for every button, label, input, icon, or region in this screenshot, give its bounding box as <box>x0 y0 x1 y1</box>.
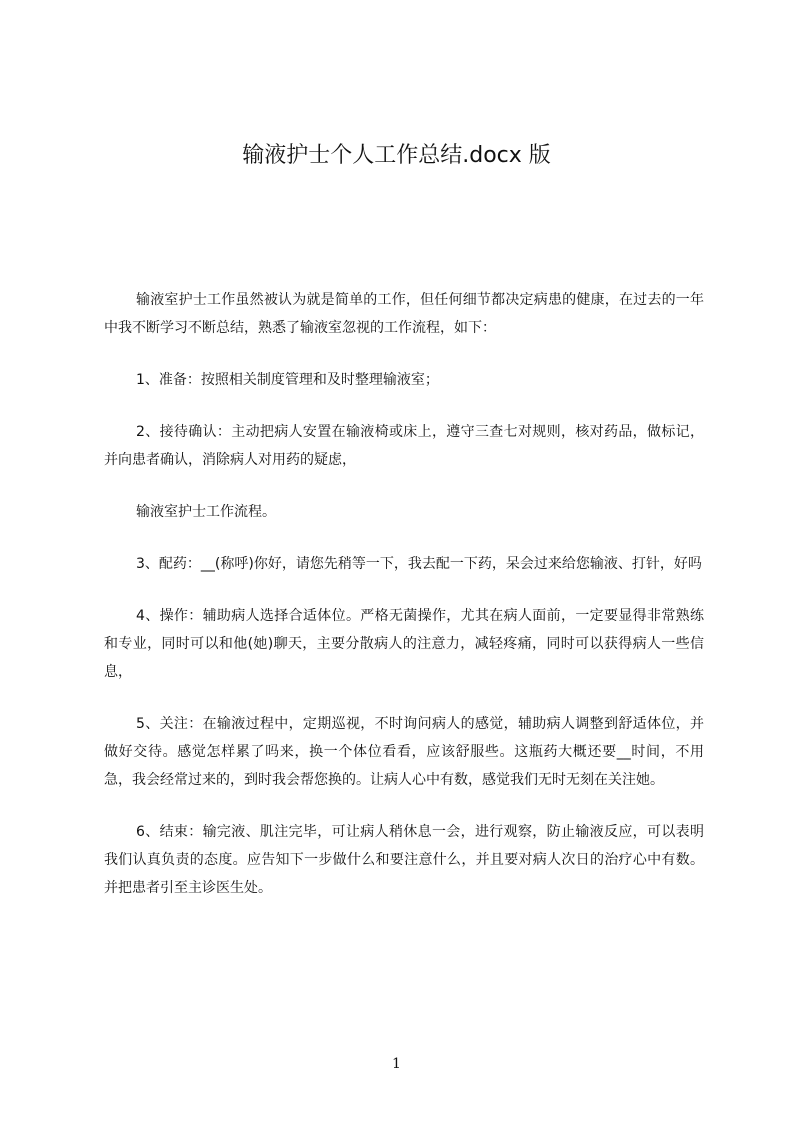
page-number: 1 <box>392 1056 401 1072</box>
paragraph-step-5: 5、关注：在输液过程中，定期巡视，不时询问病人的感觉，辅助病人调整到舒适体位，并做好交待。感觉怎样累了吗来，换一个体位看看，应该舒服些。这瓶药大概还要__时间，不用急，我会经常过来的，到时我会帮您换的。让病人心中有数，感觉我们无时无刻在关注她。 <box>104 716 704 788</box>
paragraph-step-6: 6、结束：输完液、肌注完毕，可让病人稍休息一会，进行观察，防止输液反应，可以表明我们认真负责的态度。应告知下一步做什么和要注意什么，并且要对病人次日的治疗心中有数。并把患者引至主诊医生处。 <box>104 824 704 896</box>
document-body <box>104 286 704 922</box>
paragraph-workflow-note: 输液室护士工作流程。 <box>136 504 276 520</box>
paragraph-intro: 输液室护士工作虽然被认为就是简单的工作，但任何细节都决定病患的健康，在过去的一年中我不断学习不断总结，熟悉了输液室忽视的工作流程，如下： <box>104 292 704 336</box>
document-title: 输液护士个人工作总结.docx 版 <box>242 143 551 168</box>
paragraph-step-4: 4、操作：辅助病人选择合适体位。严格无菌操作，尤其在病人面前，一定要显得非常熟练和专业，同时可以和他(她)聊天，主要分散病人的注意力，减轻疼痛，同时可以获得病人一些信息， <box>104 608 704 680</box>
paragraph-step-2: 2、接待确认：主动把病人安置在输液椅或床上，遵守三查七对规则，核对药品，做标记，并向患者确认，消除病人对用药的疑虑， <box>104 424 704 468</box>
paragraph-step-3: 3、配药：__(称呼)你好，请您先稍等一下，我去配一下药，呆会过来给您输液、打针，好吗 <box>136 556 702 572</box>
paragraph-step-1: 1、准备：按照相关制度管理和及时整理输液室； <box>136 372 439 388</box>
